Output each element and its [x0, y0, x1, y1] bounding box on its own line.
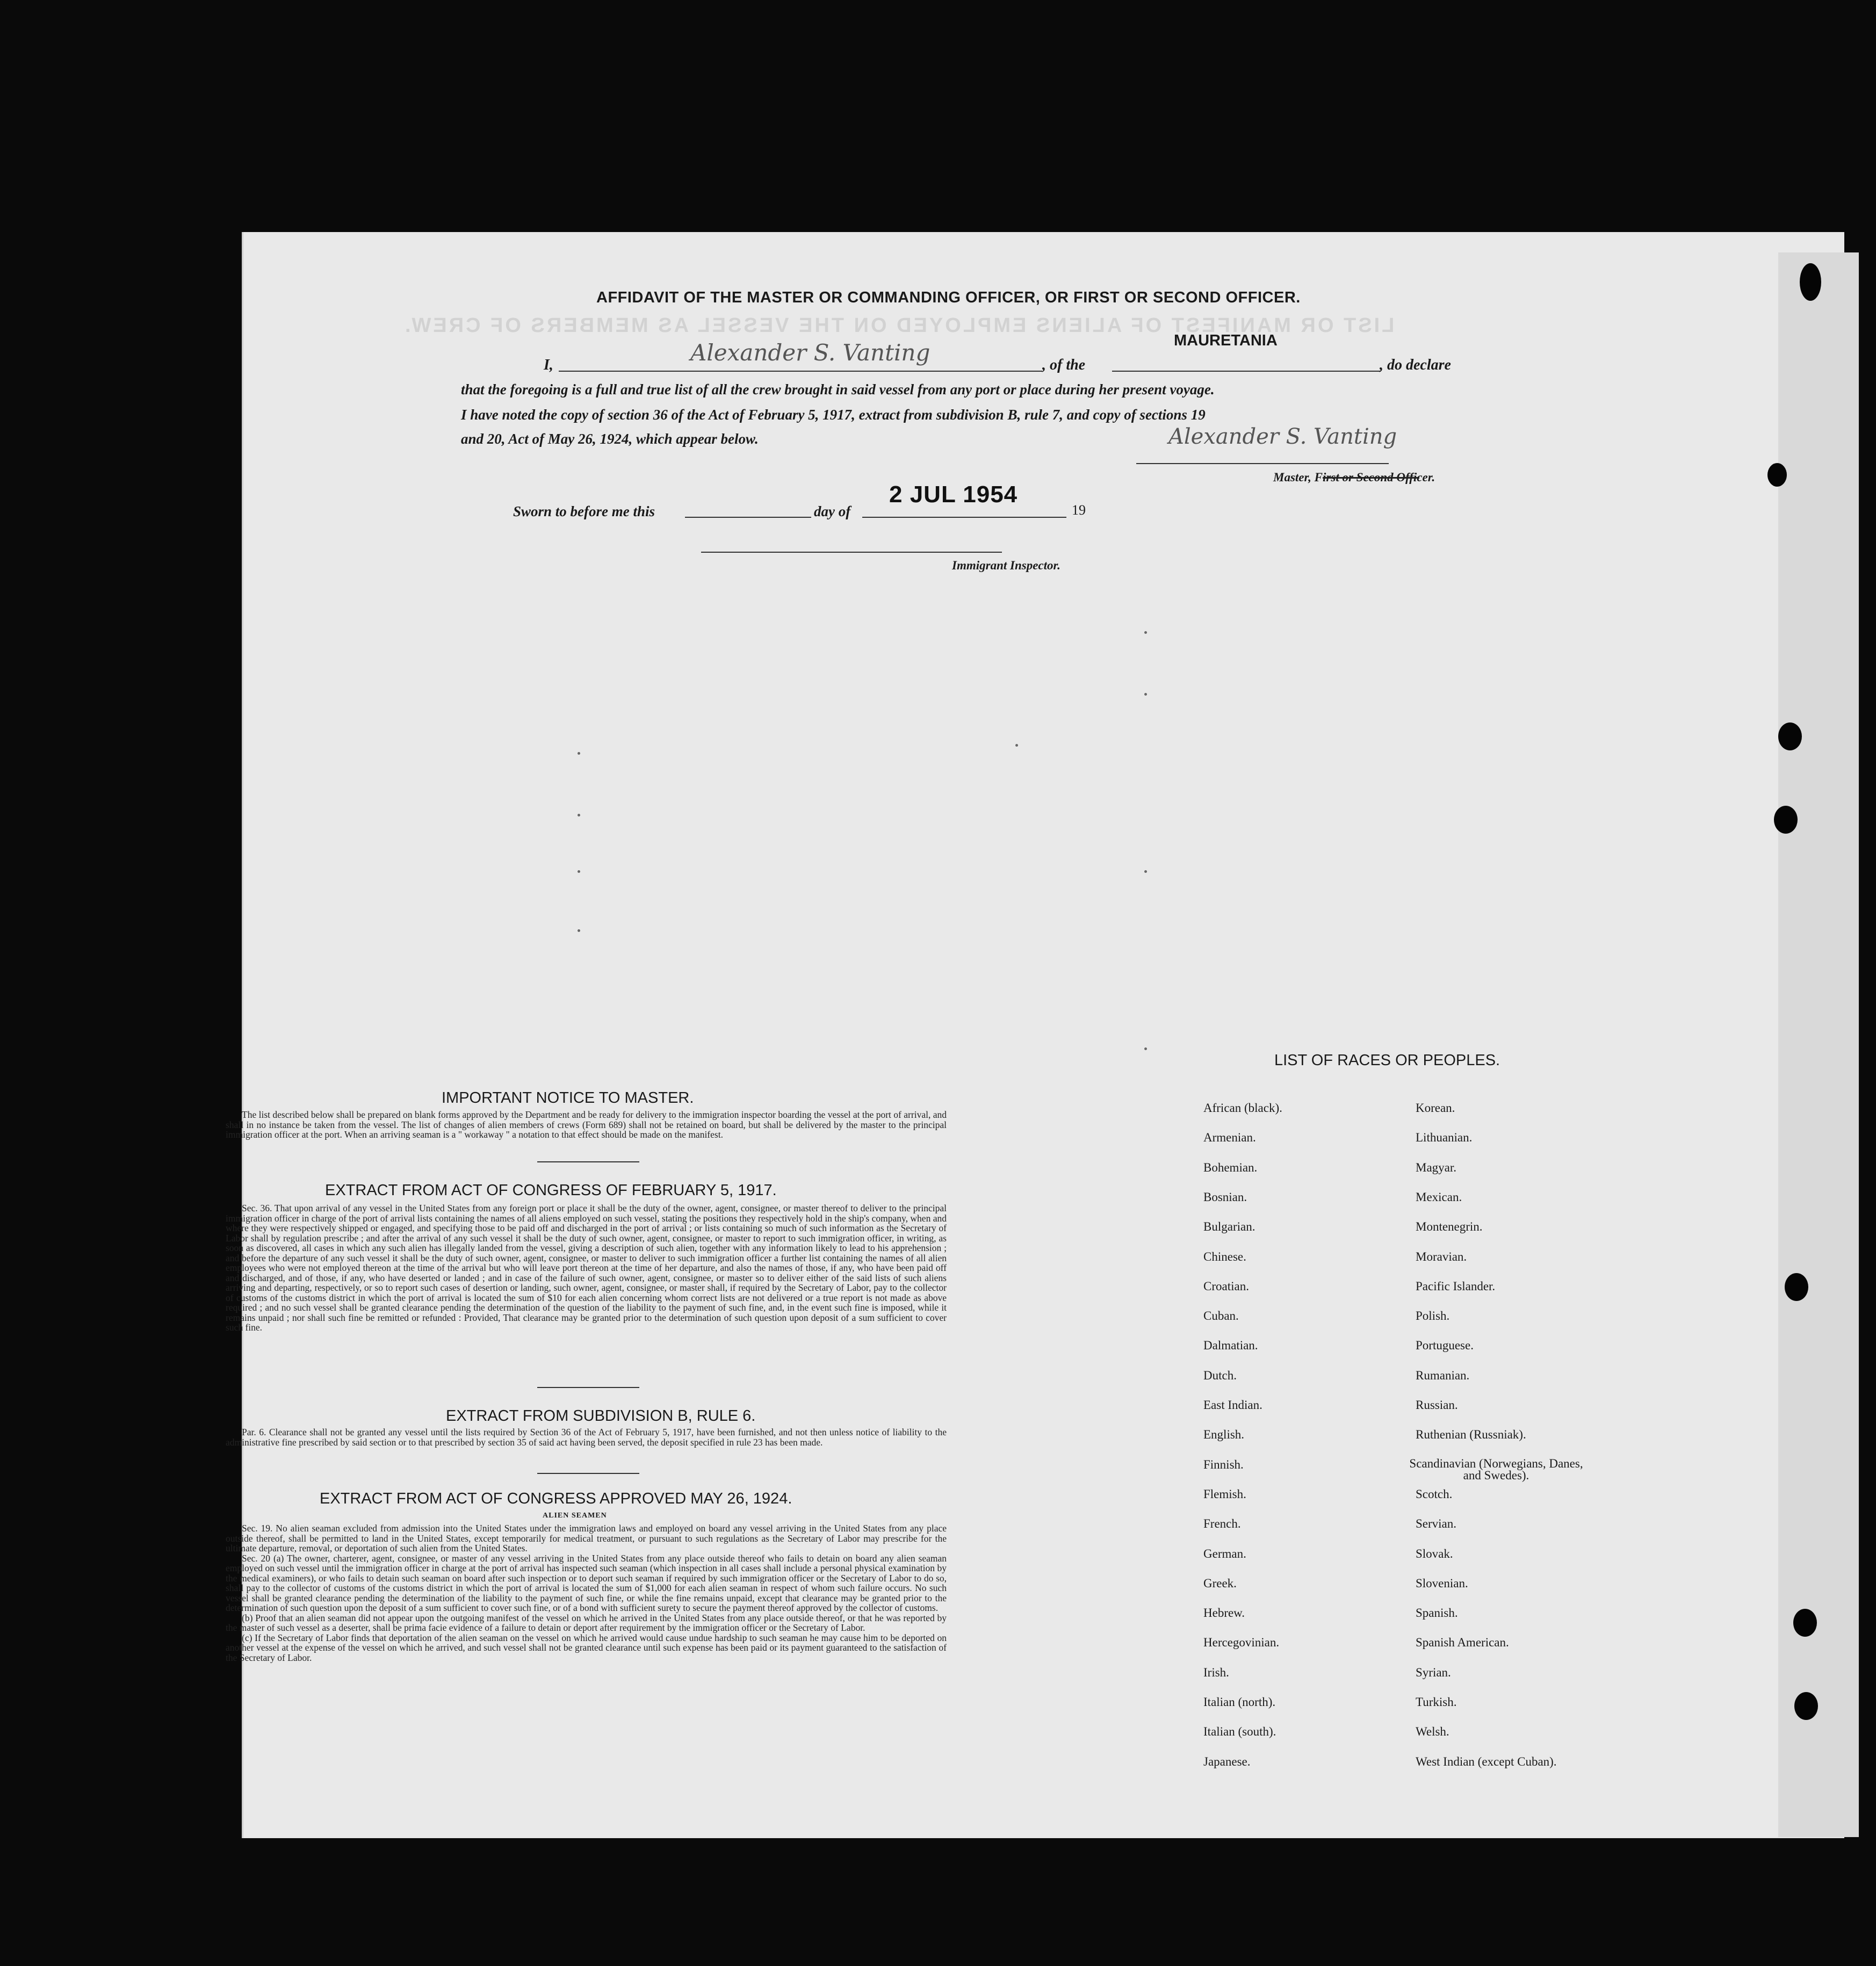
race-item: Bohemian. [1203, 1161, 1258, 1174]
race-item: German. [1203, 1547, 1246, 1560]
race-item: West Indian (except Cuban). [1416, 1755, 1557, 1768]
race-item: Dalmatian. [1203, 1339, 1258, 1352]
punch-hole [1774, 806, 1798, 834]
race-item: Polish. [1416, 1309, 1450, 1322]
race-item: Armenian. [1203, 1131, 1256, 1144]
affidavit-title: AFFIDAVIT OF THE MASTER OR COMMANDING OFFICER, OR FIRST OR SECOND OFFICER. [596, 289, 1301, 306]
race-item: Dutch. [1203, 1369, 1237, 1382]
affidavit-line-3: and 20, Act of May 26, 1924, which appear below. [461, 431, 759, 447]
punch-hole [1794, 1692, 1818, 1720]
race-item: Finnish. [1203, 1458, 1244, 1471]
master-signature-repeat: Alexander S. Vanting [1168, 424, 1397, 449]
alien-seamen-subtitle: ALIEN SEAMEN [543, 1512, 607, 1520]
vessel-name: MAURETANIA [1174, 332, 1278, 349]
sec-20-c: (c) If the Secretary of Labor finds that deportation of the alien seaman on the vessel on which he arrived would cause undue hardship to such seaman he may cause him to be deported on another vessel at the expense of the vessel on which he arrived, and such vessel shall not be granted clearance until such expense has been paid or its payment guaranteed to the satisfaction of the Secretary of Labor. [226, 1632, 947, 1663]
extract-1924-body [226, 1523, 947, 1663]
master-signature: Alexander S. Vanting [690, 339, 930, 366]
race-item: French. [1203, 1517, 1241, 1530]
officer-strikethrough [1323, 477, 1419, 479]
sec-20-b: (b) Proof that an alien seaman did not appear upon the outgoing manifest of the vessel on which he arrived in the United States from any place outside thereof, or that he was reported by the master of such vessel as a deserter, shall be prima facie evidence of a failure to detain or deport after requirement by the immigration officer or the Secretary of Labor. [226, 1612, 947, 1633]
affidavit-i-label: I, [544, 357, 553, 373]
punch-hole [1793, 1609, 1817, 1637]
race-item: Croatian. [1203, 1280, 1249, 1293]
punch-hole [1800, 263, 1821, 301]
race-item: Greek. [1203, 1577, 1237, 1590]
race-item: Spanish. [1416, 1606, 1458, 1620]
stray-mark [1144, 631, 1147, 634]
affidavit-line-2: I have noted the copy of section 36 of the Act of February 5, 1917, extract from subdivision B, rule 7, and copy of sections 19 [461, 407, 1206, 423]
inspector-signature-line [701, 552, 1002, 553]
affidavit-line-1: that the foregoing is a full and true list of all the crew brought in said vessel from any port or place during her present voyage. [461, 381, 1215, 397]
punch-hole [1778, 722, 1802, 750]
race-item: Ruthenian (Russniak). [1416, 1428, 1526, 1441]
race-item: Italian (south). [1203, 1725, 1276, 1738]
race-item: East Indian. [1203, 1398, 1262, 1412]
race-item: Chinese. [1203, 1250, 1246, 1263]
page-edge-stub [1778, 252, 1859, 1837]
divider [537, 1387, 639, 1388]
race-item: Magyar. [1416, 1161, 1457, 1174]
race-item: Bosnian. [1203, 1190, 1247, 1204]
race-item: Servian. [1416, 1517, 1457, 1530]
race-item: Russian. [1416, 1398, 1458, 1412]
race-item: African (black). [1203, 1101, 1282, 1115]
race-item: Bulgarian. [1203, 1220, 1256, 1233]
sec-20-a: Sec. 20 (a) The owner, charterer, agent, consignee, or master of any vessel arriving in the United States from any place outside thereof who fails to detain on board any alien seaman employed on such vessel until the immigration officer in charge at the port of arrival has inspected such seaman (which inspection in all cases shall include a personal physical examination by the medical examiners), or who fails to detain such seaman on board after such inspection or to deport such seaman if required by such immigration officer or the Secretary of Labor to do so, shall pay to the collector of customs of the customs district in which the port of arrival is located the sum of $1,000 for each alien seaman in respect of whom such failure occurs. No such vessel shall be granted clearance pending the determination of the liability to the payment of such fine, or while the fine remains unpaid, except that clearance may be granted prior to the determination of such question upon the deposit of a sum sufficient to cover such fine, or of a bond with sufficient surety to secure the payment thereof approved by the collector of customs. [226, 1552, 947, 1613]
punch-hole [1785, 1273, 1808, 1301]
race-item: Scandinavian (Norwegians, Danes, and Swedes). [1409, 1457, 1583, 1482]
stray-mark [1015, 744, 1018, 747]
race-item: Pacific Islander. [1416, 1280, 1496, 1293]
sworn-month-line [862, 517, 1066, 518]
race-item: Flemish. [1203, 1487, 1246, 1501]
race-item: Japanese. [1203, 1755, 1251, 1768]
extract-1924-title: EXTRACT FROM ACT OF CONGRESS APPROVED MAY 26, 1924. [320, 1490, 792, 1507]
stray-mark [578, 870, 580, 873]
race-item: Slovenian. [1416, 1577, 1468, 1590]
vessel-line [1112, 371, 1381, 372]
race-item: Hebrew. [1203, 1606, 1245, 1620]
year-suffix: 19 [1072, 502, 1086, 518]
of-the-label: , of the [1042, 357, 1086, 373]
extract-b-body: Par. 6. Clearance shall not be granted any vessel until the lists required by Section 36 of the Act of February 5, 1917, have been furnished, and not then unless notice of liability to the administrative fine prescribed by said section or to that prescribed by section 35 of said act having been served, the deposit specified in rule 23 has been made. [226, 1427, 947, 1448]
sworn-day-line [685, 517, 811, 518]
extract-1917-title: EXTRACT FROM ACT OF CONGRESS OF FEBRUARY 5, 1917. [325, 1182, 777, 1199]
master-name-line [559, 371, 1042, 372]
races-title: LIST OF RACES OR PEOPLES. [1274, 1052, 1500, 1069]
race-item: Lithuanian. [1416, 1131, 1473, 1144]
day-of-label: day of [814, 503, 851, 519]
notice-title: IMPORTANT NOTICE TO MASTER. [442, 1089, 694, 1107]
divider [537, 1473, 639, 1474]
race-item: Irish. [1203, 1666, 1229, 1679]
race-item: Korean. [1416, 1101, 1455, 1115]
inspector-label: Immigrant Inspector. [952, 559, 1060, 572]
stray-mark [1144, 1047, 1147, 1050]
race-item: Cuban. [1203, 1309, 1239, 1322]
race-item: Moravian. [1416, 1250, 1467, 1263]
race-item: Spanish American. [1416, 1636, 1509, 1649]
stray-mark [578, 752, 580, 755]
signature-line [1136, 463, 1389, 464]
extract-b-title: EXTRACT FROM SUBDIVISION B, RULE 6. [446, 1407, 756, 1425]
race-item: Mexican. [1416, 1190, 1462, 1204]
show-through-header: LIST OR MANIFEST OF ALIENS EMPLOYED ON THE VESSEL AS MEMBERS OF CREW. [403, 314, 1395, 337]
do-declare-label: , do declare [1380, 357, 1451, 373]
race-item: Turkish. [1416, 1695, 1457, 1709]
master-title-label: Master, First or Second Officer. [1273, 471, 1435, 484]
race-item: Hercegovinian. [1203, 1636, 1280, 1649]
stray-mark [1144, 870, 1147, 873]
race-item: Syrian. [1416, 1666, 1451, 1679]
race-item: Portuguese. [1416, 1339, 1474, 1352]
stray-mark [1144, 693, 1147, 696]
race-item: Rumanian. [1416, 1369, 1470, 1382]
notice-body: The list described below shall be prepared on blank forms approved by the Department and be ready for delivery to the immigration inspector boarding the vessel at the port of arrival, and shall in no instance be taken from the vessel. The list of changes of alien members of crews (Form 689) shall not be retained on board, but shall be delivered by the master to the principal immigration officer at the port. When an arriving seaman is a " workaway " a notation to that effect should be made on the manifest. [226, 1109, 947, 1140]
divider [537, 1161, 639, 1162]
date-stamp: 2 JUL 1954 [889, 481, 1018, 508]
stray-mark [578, 929, 580, 932]
race-item: Montenegrin. [1416, 1220, 1483, 1233]
race-item: Scotch. [1416, 1487, 1453, 1501]
sworn-label: Sworn to before me this [513, 503, 655, 519]
punch-hole [1767, 463, 1787, 487]
race-item: Italian (north). [1203, 1695, 1276, 1709]
sec-19: Sec. 19. No alien seaman excluded from admission into the United States under the immigration laws and employed on board any vessel arriving in the United States from any place outside thereof, shall be permitted to land in the United States, except temporarily for medical treatment, or pursuant to such regulations as the Secretary of Labor may prescribe for the ultimate departure, removal, or deportation of such alien from the United States. [226, 1523, 947, 1553]
extract-1917-body: Sec. 36. That upon arrival of any vessel in the United States from any foreign port or place it shall be the duty of the owner, agent, consignee, or master thereof to deliver to the principal immigration officer in charge of the port of arrival lists containing the names of all aliens employed on such vessel, stating the positions they respectively hold in the ship's company, when and where they were respectively shipped or engaged, and specifying those to be paid off and discharged in the port of arrival ; or lists containing so much of such information as the Secretary of Labor shall by regulation prescribe ; and after the arrival of any such vessel it shall be the duty of such owner, agent, consignee, or master to report to such immigration officer, in writing, as soon as discovered, all cases in which any such alien has illegally landed from the vessel, giving a description of such alien, together with any information likely to lead to his apprehension ; and before the departure of any such vessel it shall be the duty of such owner, agent, consignee, or master to deliver to such immigration officer a further list containing the names of all alien employees who were not employed thereon at the time of the arrival but who will leave port thereon at the time of her departure, and also the names of those, if any, who have been paid off and discharged, and of those, if any, who have deserted or landed ; and in case of the failure of such owner, agent, consignee, or master so to deliver either of the said lists of such aliens arriving and departing, respectively, or so to report such cases of desertion or landing, such owner, agent, consignee, or master shall, if required by the Secretary of Labor, pay to the collector of customs of the customs district in which the port of arrival is located the sum of $10 for each alien concerning whom correct lists are not delivered or a true report is not made as above required ; and no such vessel shall be granted clearance pending the determination of the question of the liability to the payment of such fine, and, in the event such fine is imposed, while it remains unpaid ; nor shall such fine be remitted or refunded : Provided, That clearance may be granted prior to the determination of such question upon deposit of a sum sufficient to cover such fine. [226, 1203, 947, 1333]
race-item: English. [1203, 1428, 1245, 1441]
race-item: Slovak. [1416, 1547, 1453, 1560]
race-item: Welsh. [1416, 1725, 1449, 1738]
stray-mark [578, 814, 580, 816]
